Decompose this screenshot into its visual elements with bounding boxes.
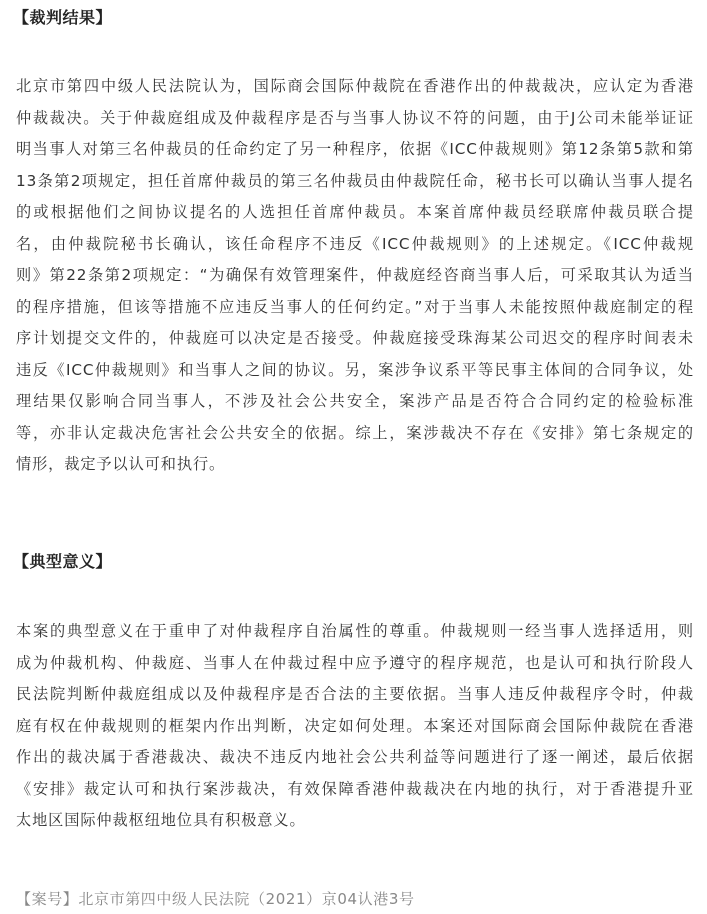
ruling-line: 则》第22条第2项规定：“为确保有效管理案件，仲裁庭经咨商当事人后，可采取其认为适当 bbox=[16, 266, 694, 284]
ruling-line: 明当事人对第三名仲裁员的任命约定了另一种程序，依据《ICC仲裁规则》第12条第5款和第 bbox=[16, 140, 694, 158]
ruling-line: 名，由仲裁院秘书长确认，该任命程序不违反《ICC仲裁规则》的上述规定。《ICC仲裁规 bbox=[16, 234, 694, 253]
significance-line: 成为仲裁机构、仲裁庭、当事人在仲裁过程中应予遵守的程序规范，也是认可和执行阶段人 bbox=[16, 653, 694, 672]
significance-line: 作出的裁决属于香港裁决、裁决不违反内地社会公共利益等问题进行了逐一阐述，最后依据 bbox=[16, 748, 694, 766]
significance-paragraph bbox=[16, 616, 694, 837]
ruling-line: 北京市第四中级人民法院认为，国际商会国际仲裁院在香港作出的仲裁裁决，应认定为香港 bbox=[16, 77, 694, 95]
ruling-line: 情形，裁定予以认可和执行。 bbox=[16, 455, 226, 473]
ruling-paragraph bbox=[16, 71, 694, 481]
ruling-line: 违反《ICC仲裁规则》和当事人之间的协议。另，案涉争议系平等民事主体间的合同争议，处 bbox=[16, 360, 694, 379]
significance-line: 《安排》裁定认可和执行案涉裁决，有效保障香港仲裁裁决在内地的执行，对于香港提升亚 bbox=[16, 779, 694, 798]
ruling-line: 的程序措施，但该等措施不应违反当事人的任何约定。”对于当事人未能按照仲裁庭制定的程 bbox=[16, 297, 694, 316]
ruling-line: 理结果仅影响合同当事人，不涉及社会公共安全，案涉产品是否符合合同约定的检验标准 bbox=[16, 392, 694, 410]
significance-line: 太地区国际仲裁枢纽地位具有积极意义。 bbox=[16, 811, 306, 829]
significance-line: 本案的典型意义在于重申了对仲裁程序自治属性的尊重。仲裁规则一经当事人选择适用，则 bbox=[16, 622, 694, 640]
ruling-line: 13条第2项规定，担任首席仲裁员的第三名仲裁员由仲裁院任命，秘书长可以确认当事人提名 bbox=[16, 171, 694, 190]
ruling-heading: 【裁判结果】 bbox=[13, 8, 113, 27]
ruling-line: 的或根据他们之间协议提名的人选担任首席仲裁员。本案首席仲裁员经联席仲裁员联合提 bbox=[16, 203, 694, 221]
significance-line: 民法院判断仲裁庭组成以及仲裁程序是否合法的主要依据。当事人违反仲裁程序令时，仲裁 bbox=[16, 685, 694, 703]
ruling-line: 等，亦非认定裁决危害社会公共安全的依据。综上，案涉裁决不存在《安排》第七条规定的 bbox=[16, 423, 694, 442]
significance-line: 庭有权在仲裁规则的框架内作出判断，决定如何处理。本案还对国际商会国际仲裁院在香港 bbox=[16, 716, 694, 735]
ruling-line: 序计划提交文件的，仲裁庭可以决定是否接受。仲裁庭接受珠海某公司迟交的程序时间表未 bbox=[16, 329, 694, 347]
significance-heading: 【典型意义】 bbox=[13, 552, 113, 571]
ruling-line: 仲裁裁决。关于仲裁庭组成及仲裁程序是否与当事人协议不符的问题，由于J公司未能举证证 bbox=[16, 108, 694, 127]
case-number: 【案号】北京市第四中级人民法院（2021）京04认港3号 bbox=[16, 890, 415, 908]
